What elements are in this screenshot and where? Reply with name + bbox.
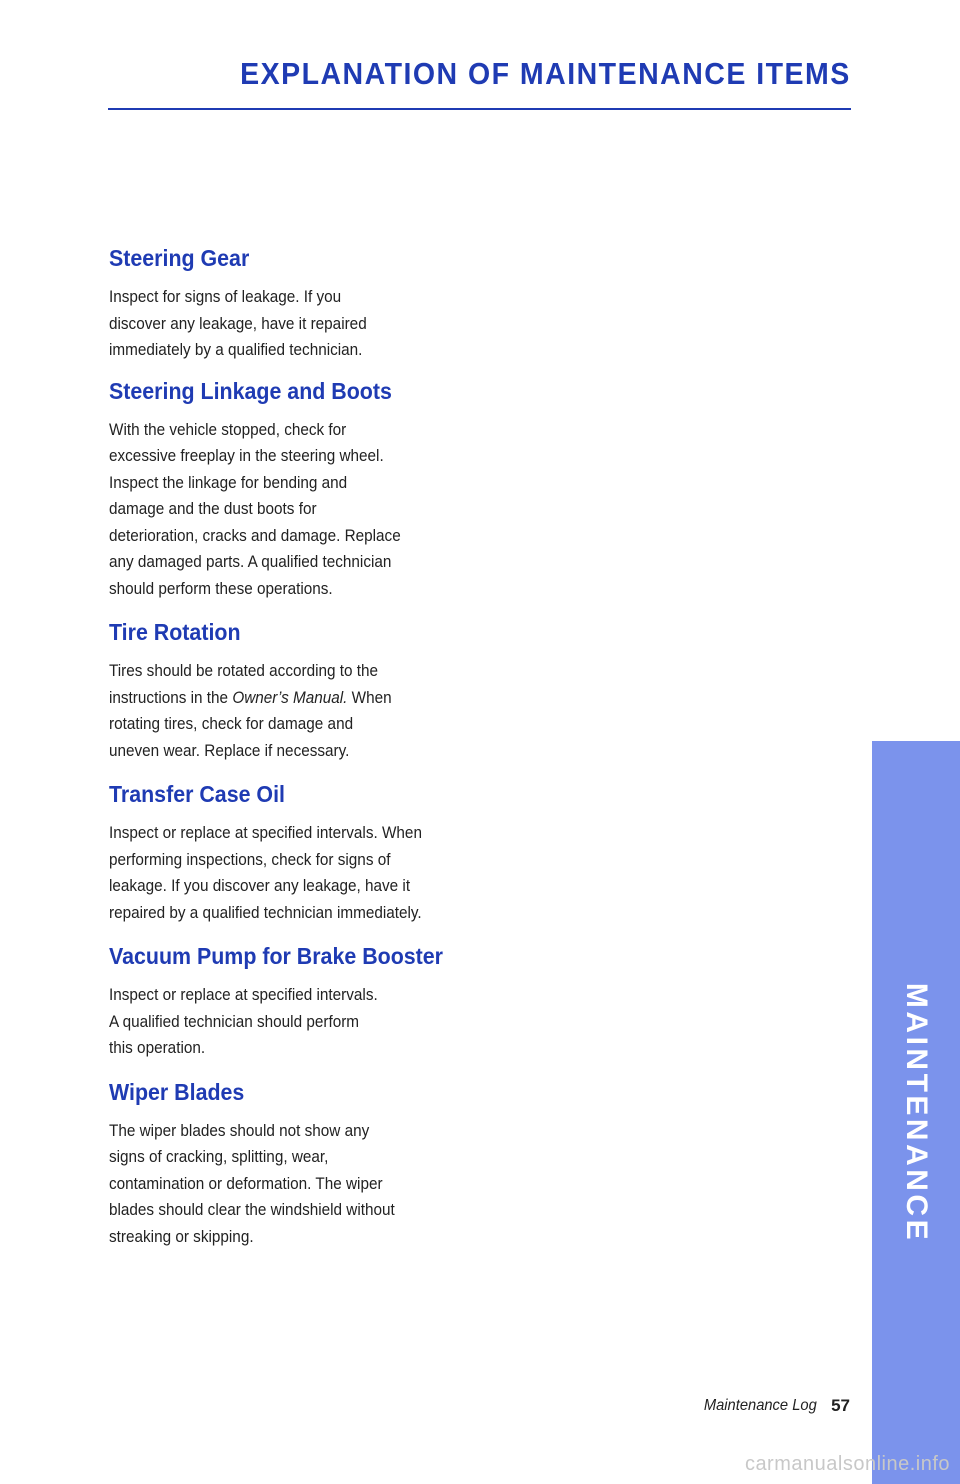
- section-heading: Tire Rotation: [109, 619, 241, 645]
- body-line: uneven wear. Replace if necessary.: [109, 740, 350, 760]
- section-body: [109, 658, 487, 764]
- section-body: [109, 820, 487, 926]
- body-line: A qualified technician should perform: [109, 1011, 360, 1031]
- body-text: When: [347, 687, 392, 707]
- body-line: excessive freeplay in the steering wheel.: [109, 446, 384, 465]
- body-line: damage and the dust boots for: [109, 499, 317, 518]
- body-line: With the vehicle stopped, check for: [109, 419, 347, 439]
- watermark: carmanualsonline.info: [744, 1453, 950, 1475]
- section-heading: Wiper Blades: [109, 1078, 245, 1105]
- body-line: contamination or deformation. The wiper: [109, 1173, 383, 1193]
- section-body: [109, 1118, 487, 1251]
- main-content: [109, 242, 481, 1261]
- section-body: [109, 982, 487, 1062]
- side-tab-label: MAINTENANCE: [900, 982, 933, 1243]
- body-line: Inspect or replace at specified intervals.: [109, 985, 378, 1004]
- side-tab-label-wrap: [872, 982, 960, 1243]
- body-line: streaking or skipping.: [109, 1226, 254, 1246]
- section-tire-rotation: [109, 616, 481, 764]
- body-line: any damaged parts. A qualified technician: [109, 552, 392, 571]
- body-line: Inspect for signs of leakage. If you: [109, 287, 342, 306]
- section-steering-linkage: [109, 375, 481, 603]
- body-line: leakage. If you discover any leakage, have it: [109, 876, 411, 895]
- body-line: this operation.: [109, 1038, 206, 1057]
- body-line: discover any leakage, have it repaired: [109, 313, 367, 333]
- section-vacuum-pump: [109, 940, 481, 1062]
- body-text: instructions in the: [109, 687, 233, 707]
- section-steering-gear: [109, 242, 481, 364]
- section-heading: Transfer Case Oil: [109, 781, 285, 807]
- body-line: repaired by a qualified technician immediately.: [109, 902, 422, 922]
- page-header: [108, 52, 851, 110]
- body-line: The wiper blades should not show any: [109, 1120, 370, 1140]
- section-heading: Steering Linkage and Boots: [109, 377, 392, 404]
- body-line: immediately by a qualified technician.: [109, 340, 363, 359]
- body-line: Inspect the linkage for bending and: [109, 472, 348, 492]
- body-line: Tires should be rotated according to the: [109, 661, 379, 680]
- body-line: rotating tires, check for damage and: [109, 714, 354, 733]
- section-body: [109, 284, 487, 364]
- body-line: [109, 685, 487, 712]
- section-wiper-blades: [109, 1076, 481, 1251]
- body-line: deterioration, cracks and damage. Replace: [109, 525, 401, 545]
- page-footer: [694, 1393, 850, 1419]
- body-line: signs of cracking, splitting, wear,: [109, 1147, 329, 1166]
- page-title: EXPLANATION OF MAINTENANCE ITEMS: [240, 56, 851, 91]
- page-number: 57: [831, 1396, 850, 1415]
- body-line: should perform these operations.: [109, 578, 333, 598]
- footer-log-label: Maintenance Log: [704, 1397, 818, 1414]
- body-line: Inspect or replace at specified intervals. When: [109, 823, 422, 842]
- section-heading: Vacuum Pump for Brake Booster: [109, 943, 444, 969]
- body-line: blades should clear the windshield without: [109, 1200, 395, 1219]
- section-heading: Steering Gear: [109, 245, 250, 271]
- body-line: performing inspections, check for signs of: [109, 849, 391, 869]
- manual-reference: Owner’s Manual.: [232, 687, 348, 707]
- section-body: [109, 417, 487, 603]
- section-transfer-case-oil: [109, 778, 481, 926]
